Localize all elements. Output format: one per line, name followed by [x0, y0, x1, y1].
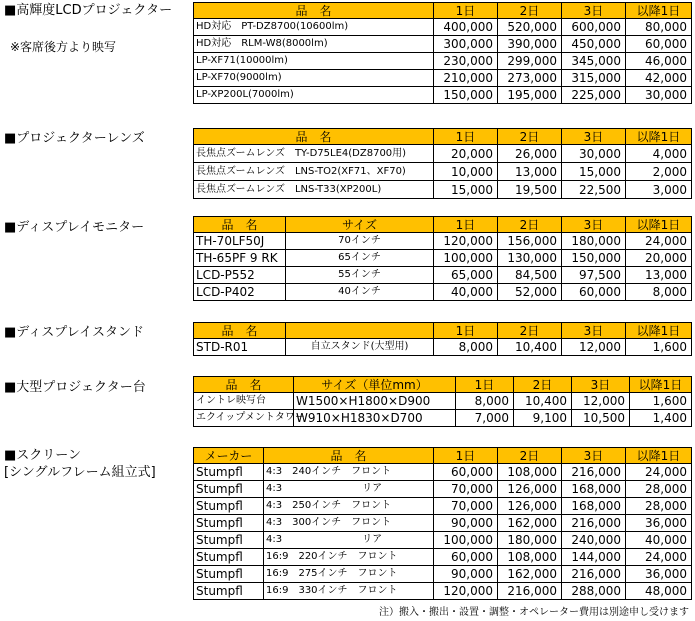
header-name: 品 名 — [264, 448, 434, 464]
price-day1: 10,000 — [434, 163, 498, 181]
table-header-row — [194, 377, 692, 393]
header-day3: 3日 — [562, 129, 626, 145]
header-maker: メーカー — [194, 448, 264, 464]
price-extra-day: 60,000 — [626, 36, 692, 53]
price-extra-day: 28,000 — [626, 498, 692, 515]
price-day1: 40,000 — [434, 284, 498, 301]
header-day1: 1日 — [434, 323, 498, 339]
price-day3: 450,000 — [562, 36, 626, 53]
price-day1: 100,000 — [434, 250, 498, 267]
header-day2: 2日 — [498, 3, 562, 19]
item-size: 40インチ — [286, 284, 434, 301]
item-size: 55インチ — [286, 267, 434, 284]
price-extra-day: 8,000 — [626, 284, 692, 301]
table-row — [194, 410, 692, 427]
price-day3: 15,000 — [562, 163, 626, 181]
item-name: 16:9 220インチ フロント — [264, 549, 434, 566]
price-day1: 100,000 — [434, 532, 498, 549]
item-name: LP-XF71(10000lm) — [194, 53, 434, 70]
stand-price-table — [193, 322, 692, 356]
table-row — [194, 19, 692, 36]
item-maker: Stumpfl — [194, 549, 264, 566]
item-name: イントレ映写台 — [194, 393, 294, 410]
header-extra-day: 以降1日 — [626, 448, 692, 464]
projector-note: ※客席後方より映写 — [10, 40, 117, 54]
header-day1: 1日 — [456, 377, 514, 393]
price-extra-day: 20,000 — [626, 250, 692, 267]
section-subtitle-screen: [シングルフレーム組立式] — [4, 465, 156, 480]
item-maker: Stumpfl — [194, 515, 264, 532]
price-day3: 60,000 — [562, 284, 626, 301]
table-row — [194, 549, 692, 566]
price-day2: 10,400 — [498, 339, 562, 356]
header-name: 品 名 — [194, 323, 286, 339]
table-row — [194, 145, 692, 163]
table-header-row — [194, 448, 692, 464]
price-day3: 216,000 — [562, 566, 626, 583]
header-name: 品 名 — [194, 129, 434, 145]
price-day3: 168,000 — [562, 498, 626, 515]
price-day2: 216,000 — [498, 583, 562, 600]
price-day1: 65,000 — [434, 267, 498, 284]
header-day2: 2日 — [498, 323, 562, 339]
price-extra-day: 42,000 — [626, 70, 692, 87]
table-row — [194, 532, 692, 549]
price-day2: 180,000 — [498, 532, 562, 549]
table-header-row — [194, 3, 692, 19]
item-name: LP-XP200L(7000lm) — [194, 87, 434, 104]
price-extra-day: 24,000 — [626, 549, 692, 566]
price-day2: 84,500 — [498, 267, 562, 284]
price-extra-day: 1,600 — [630, 393, 692, 410]
table-row — [194, 250, 692, 267]
price-day3: 600,000 — [562, 19, 626, 36]
price-day2: 162,000 — [498, 515, 562, 532]
price-extra-day: 4,000 — [626, 145, 692, 163]
item-name: エクイップメントタワー — [194, 410, 294, 427]
price-day3: 12,000 — [562, 339, 626, 356]
price-day2: 19,500 — [498, 181, 562, 199]
item-size: W1500×H1800×D900 — [294, 393, 456, 410]
price-extra-day: 46,000 — [626, 53, 692, 70]
price-day3: 315,000 — [562, 70, 626, 87]
price-day1: 120,000 — [434, 233, 498, 250]
header-day3: 3日 — [562, 448, 626, 464]
item-name: TH-70LF50J — [194, 233, 286, 250]
price-day2: 156,000 — [498, 233, 562, 250]
table-row — [194, 163, 692, 181]
price-day2: 13,000 — [498, 163, 562, 181]
header-day2: 2日 — [498, 129, 562, 145]
header-extra-day: 以降1日 — [630, 377, 692, 393]
price-day3: 216,000 — [562, 464, 626, 481]
header-day3: 3日 — [562, 217, 626, 233]
monitor-price-table — [193, 216, 692, 301]
header-day2: 2日 — [498, 217, 562, 233]
price-extra-day: 1,400 — [630, 410, 692, 427]
price-day2: 9,100 — [514, 410, 572, 427]
item-description: 自立スタンド(大型用) — [286, 339, 434, 356]
item-name: 16:9 330インチ フロント — [264, 583, 434, 600]
item-size: W910×H1830×D700 — [294, 410, 456, 427]
price-day3: 144,000 — [562, 549, 626, 566]
price-day1: 90,000 — [434, 566, 498, 583]
table-row — [194, 566, 692, 583]
item-name: HD対応 PT-DZ8700(10600lm) — [194, 19, 434, 36]
table-row — [194, 284, 692, 301]
price-day1: 20,000 — [434, 145, 498, 163]
item-name: 長焦点ズームレンズ LNS-T33(XP200L) — [194, 181, 434, 199]
projector-stand-price-table — [193, 376, 692, 427]
table-header-row — [194, 129, 692, 145]
price-day2: 126,000 — [498, 498, 562, 515]
price-day3: 345,000 — [562, 53, 626, 70]
price-day1: 210,000 — [434, 70, 498, 87]
header-day1: 1日 — [434, 3, 498, 19]
header-blank — [286, 323, 434, 339]
header-size: サイズ — [286, 217, 434, 233]
item-name: LCD-P402 — [194, 284, 286, 301]
item-name: TH-65PF 9 RK — [194, 250, 286, 267]
price-day3: 12,000 — [572, 393, 630, 410]
price-day3: 225,000 — [562, 87, 626, 104]
section-title-projector: ■高輝度LCDプロジェクター — [4, 3, 173, 18]
header-day1: 1日 — [434, 217, 498, 233]
price-day1: 15,000 — [434, 181, 498, 199]
price-day2: 52,000 — [498, 284, 562, 301]
table-row — [194, 267, 692, 284]
price-extra-day: 30,000 — [626, 87, 692, 104]
price-extra-day: 80,000 — [626, 19, 692, 36]
price-day1: 120,000 — [434, 583, 498, 600]
price-day1: 400,000 — [434, 19, 498, 36]
item-maker: Stumpfl — [194, 583, 264, 600]
table-row — [194, 36, 692, 53]
table-header-row — [194, 323, 692, 339]
section-title-screen: ■スクリーン — [4, 448, 82, 463]
item-name: 4:3 リア — [264, 532, 434, 549]
price-day1: 300,000 — [434, 36, 498, 53]
section-title-monitor: ■ディスプレイモニター — [4, 220, 145, 235]
item-name: 4:3 240インチ フロント — [264, 464, 434, 481]
price-day1: 7,000 — [456, 410, 514, 427]
price-day1: 70,000 — [434, 498, 498, 515]
price-day1: 8,000 — [456, 393, 514, 410]
header-day3: 3日 — [572, 377, 630, 393]
section-title-lens: ■プロジェクターレンズ — [4, 131, 145, 146]
price-extra-day: 24,000 — [626, 464, 692, 481]
header-name: 品 名 — [194, 217, 286, 233]
price-day3: 97,500 — [562, 267, 626, 284]
table-row — [194, 583, 692, 600]
item-name: LCD-P552 — [194, 267, 286, 284]
price-day3: 30,000 — [562, 145, 626, 163]
section-title-projector-stand: ■大型プロジェクター台 — [4, 380, 146, 395]
header-day3: 3日 — [562, 3, 626, 19]
price-day3: 150,000 — [562, 250, 626, 267]
header-extra-day: 以降1日 — [626, 3, 692, 19]
item-name: HD対応 RLM-W8(8000lm) — [194, 36, 434, 53]
price-extra-day: 13,000 — [626, 267, 692, 284]
price-extra-day: 36,000 — [626, 566, 692, 583]
item-name: 4:3 リア — [264, 481, 434, 498]
item-name: LP-XF70(9000lm) — [194, 70, 434, 87]
price-day1: 60,000 — [434, 549, 498, 566]
header-name: 品 名 — [194, 3, 434, 19]
table-row — [194, 70, 692, 87]
table-row — [194, 87, 692, 104]
item-name: STD-R01 — [194, 339, 286, 356]
header-day3: 3日 — [562, 323, 626, 339]
price-day1: 150,000 — [434, 87, 498, 104]
price-day2: 10,400 — [514, 393, 572, 410]
header-day2: 2日 — [498, 448, 562, 464]
price-day2: 108,000 — [498, 549, 562, 566]
item-name: 16:9 275インチ フロント — [264, 566, 434, 583]
screen-price-table — [193, 447, 692, 600]
price-day2: 108,000 — [498, 464, 562, 481]
price-day2: 273,000 — [498, 70, 562, 87]
item-name: 4:3 250インチ フロント — [264, 498, 434, 515]
item-name: 長焦点ズームレンズ LNS-TO2(XF71、XF70) — [194, 163, 434, 181]
price-day2: 390,000 — [498, 36, 562, 53]
price-day1: 8,000 — [434, 339, 498, 356]
price-extra-day: 28,000 — [626, 481, 692, 498]
price-extra-day: 48,000 — [626, 583, 692, 600]
price-day3: 180,000 — [562, 233, 626, 250]
header-extra-day: 以降1日 — [626, 323, 692, 339]
price-day2: 130,000 — [498, 250, 562, 267]
price-extra-day: 3,000 — [626, 181, 692, 199]
price-day3: 22,500 — [562, 181, 626, 199]
price-day1: 70,000 — [434, 481, 498, 498]
price-day3: 288,000 — [562, 583, 626, 600]
item-name: 4:3 300インチ フロント — [264, 515, 434, 532]
header-extra-day: 以降1日 — [626, 129, 692, 145]
price-day3: 168,000 — [562, 481, 626, 498]
price-day2: 162,000 — [498, 566, 562, 583]
projector-price-table — [193, 2, 692, 104]
table-row — [194, 181, 692, 199]
table-row — [194, 481, 692, 498]
price-day3: 216,000 — [562, 515, 626, 532]
footnote: 注）搬入・搬出・設置・調整・オペレーター費用は別途申し受けます — [379, 607, 689, 618]
price-day2: 26,000 — [498, 145, 562, 163]
table-row — [194, 464, 692, 481]
item-name: 長焦点ズームレンズ TY-D75LE4(DZ8700用) — [194, 145, 434, 163]
header-day1: 1日 — [434, 448, 498, 464]
price-day1: 90,000 — [434, 515, 498, 532]
price-day2: 299,000 — [498, 53, 562, 70]
section-title-stand: ■ディスプレイスタンド — [4, 325, 144, 340]
table-row — [194, 498, 692, 515]
table-header-row — [194, 217, 692, 233]
item-maker: Stumpfl — [194, 464, 264, 481]
table-row — [194, 515, 692, 532]
header-day2: 2日 — [514, 377, 572, 393]
price-extra-day: 24,000 — [626, 233, 692, 250]
price-day1: 60,000 — [434, 464, 498, 481]
price-extra-day: 1,600 — [626, 339, 692, 356]
price-day3: 240,000 — [562, 532, 626, 549]
price-day2: 520,000 — [498, 19, 562, 36]
lens-price-table — [193, 128, 692, 199]
item-maker: Stumpfl — [194, 481, 264, 498]
price-extra-day: 36,000 — [626, 515, 692, 532]
table-row — [194, 339, 692, 356]
header-day1: 1日 — [434, 129, 498, 145]
price-extra-day: 40,000 — [626, 532, 692, 549]
table-row — [194, 53, 692, 70]
price-day2: 195,000 — [498, 87, 562, 104]
item-maker: Stumpfl — [194, 532, 264, 549]
item-size: 65インチ — [286, 250, 434, 267]
price-extra-day: 2,000 — [626, 163, 692, 181]
item-size: 70インチ — [286, 233, 434, 250]
table-row — [194, 233, 692, 250]
table-row — [194, 393, 692, 410]
item-maker: Stumpfl — [194, 566, 264, 583]
header-size: サイズ（単位mm） — [294, 377, 456, 393]
price-day1: 230,000 — [434, 53, 498, 70]
price-day2: 126,000 — [498, 481, 562, 498]
header-name: 品 名 — [194, 377, 294, 393]
header-extra-day: 以降1日 — [626, 217, 692, 233]
item-maker: Stumpfl — [194, 498, 264, 515]
price-day3: 10,500 — [572, 410, 630, 427]
